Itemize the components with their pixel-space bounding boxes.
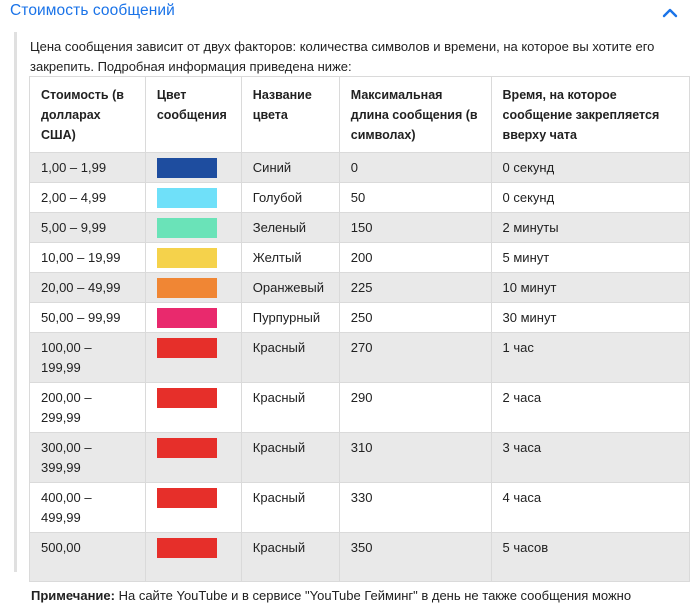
cell-price: 10,00 – 19,99 [30, 243, 146, 273]
cell-color-name: Желтый [241, 243, 339, 273]
cell-pin-time: 3 часа [491, 433, 689, 483]
cell-color [145, 483, 241, 533]
cell-color-name: Пурпурный [241, 303, 339, 333]
cell-max-length: 270 [339, 333, 491, 383]
cell-color-name: Красный [241, 483, 339, 533]
cell-color-name: Синий [241, 153, 339, 183]
cell-price: 300,00 – 399,99 [30, 433, 146, 483]
table-row [30, 183, 690, 213]
cell-max-length: 290 [339, 383, 491, 433]
cell-pin-time: 10 минут [491, 273, 689, 303]
header-color: Цвет сообщения [145, 77, 241, 153]
table-row [30, 273, 690, 303]
chevron-up-icon[interactable] [660, 5, 680, 21]
cell-price: 50,00 – 99,99 [30, 303, 146, 333]
note-label: Примечание: [31, 588, 115, 603]
cell-color-name: Красный [241, 333, 339, 383]
color-swatch [157, 188, 217, 208]
intro-text: Цена сообщения зависит от двух факторов: количества символов и времени, на которое вы хотите его закрепить. Подробная информация приведена ниже: [30, 39, 655, 74]
cell-color [145, 303, 241, 333]
cell-price: 100,00 – 199,99 [30, 333, 146, 383]
color-swatch [157, 488, 217, 508]
cell-color-name: Оранжевый [241, 273, 339, 303]
cell-color [145, 333, 241, 383]
cell-max-length: 330 [339, 483, 491, 533]
cell-price: 20,00 – 49,99 [30, 273, 146, 303]
cell-color-name: Зеленый [241, 213, 339, 243]
cell-price: 2,00 – 4,99 [30, 183, 146, 213]
cell-price: 5,00 – 9,99 [30, 213, 146, 243]
cell-max-length: 150 [339, 213, 491, 243]
cell-color-name: Красный [241, 533, 339, 582]
cell-max-length: 50 [339, 183, 491, 213]
color-swatch [157, 158, 217, 178]
cell-pin-time: 5 минут [491, 243, 689, 273]
cell-color-name: Красный [241, 433, 339, 483]
cell-max-length: 310 [339, 433, 491, 483]
cell-pin-time: 5 часов [491, 533, 689, 582]
table-row [30, 433, 690, 483]
cell-color [145, 273, 241, 303]
cell-pin-time: 30 минут [491, 303, 689, 333]
color-swatch [157, 388, 217, 408]
section-content [14, 32, 691, 603]
header-pin-time: Время, на которое сообщение закрепляется вверху чата [491, 77, 689, 153]
cell-color [145, 243, 241, 273]
table-header-row [30, 77, 690, 153]
cell-max-length: 225 [339, 273, 491, 303]
note-text [31, 586, 671, 606]
cell-pin-time: 2 минуты [491, 213, 689, 243]
cell-pin-time: 4 часа [491, 483, 689, 533]
cell-color [145, 433, 241, 483]
table-row [30, 153, 690, 183]
cell-pin-time: 0 секунд [491, 183, 689, 213]
table-row [30, 383, 690, 433]
cell-price: 400,00 – 499,99 [30, 483, 146, 533]
color-swatch [157, 538, 217, 558]
header-color-name: Название цвета [241, 77, 339, 153]
table-row [30, 243, 690, 273]
color-swatch [157, 248, 217, 268]
note-body: На сайте YouTube и в сервисе "YouTube Гейминг" в день не также сообщения можно [114, 588, 632, 603]
header-max-length: Максимальная длина сообщения (в символах) [339, 77, 491, 153]
table-row [30, 483, 690, 533]
color-swatch [157, 308, 217, 328]
cell-max-length: 200 [339, 243, 491, 273]
cell-max-length: 350 [339, 533, 491, 582]
header-price: Стоимость (в долларах США) [30, 77, 146, 153]
table-row [30, 533, 690, 582]
cell-color-name: Голубой [241, 183, 339, 213]
table-row [30, 213, 690, 243]
cell-price: 200,00 – 299,99 [30, 383, 146, 433]
cell-color [145, 153, 241, 183]
section-title: Стоимость сообщений [10, 2, 175, 19]
cell-color [145, 183, 241, 213]
cell-color-name: Красный [241, 383, 339, 433]
cell-max-length: 250 [339, 303, 491, 333]
cell-pin-time: 1 час [491, 333, 689, 383]
pricing-table [29, 76, 690, 582]
color-swatch [157, 218, 217, 238]
cell-color [145, 213, 241, 243]
color-swatch [157, 438, 217, 458]
table-row [30, 303, 690, 333]
cell-max-length: 0 [339, 153, 491, 183]
cell-pin-time: 2 часа [491, 383, 689, 433]
cell-price: 1,00 – 1,99 [30, 153, 146, 183]
color-swatch [157, 278, 217, 298]
cell-price: 500,00 [30, 533, 146, 582]
section-header[interactable] [0, 0, 691, 26]
cell-pin-time: 0 секунд [491, 153, 689, 183]
table-row [30, 333, 690, 383]
color-swatch [157, 338, 217, 358]
cell-color [145, 533, 241, 582]
cell-color [145, 383, 241, 433]
